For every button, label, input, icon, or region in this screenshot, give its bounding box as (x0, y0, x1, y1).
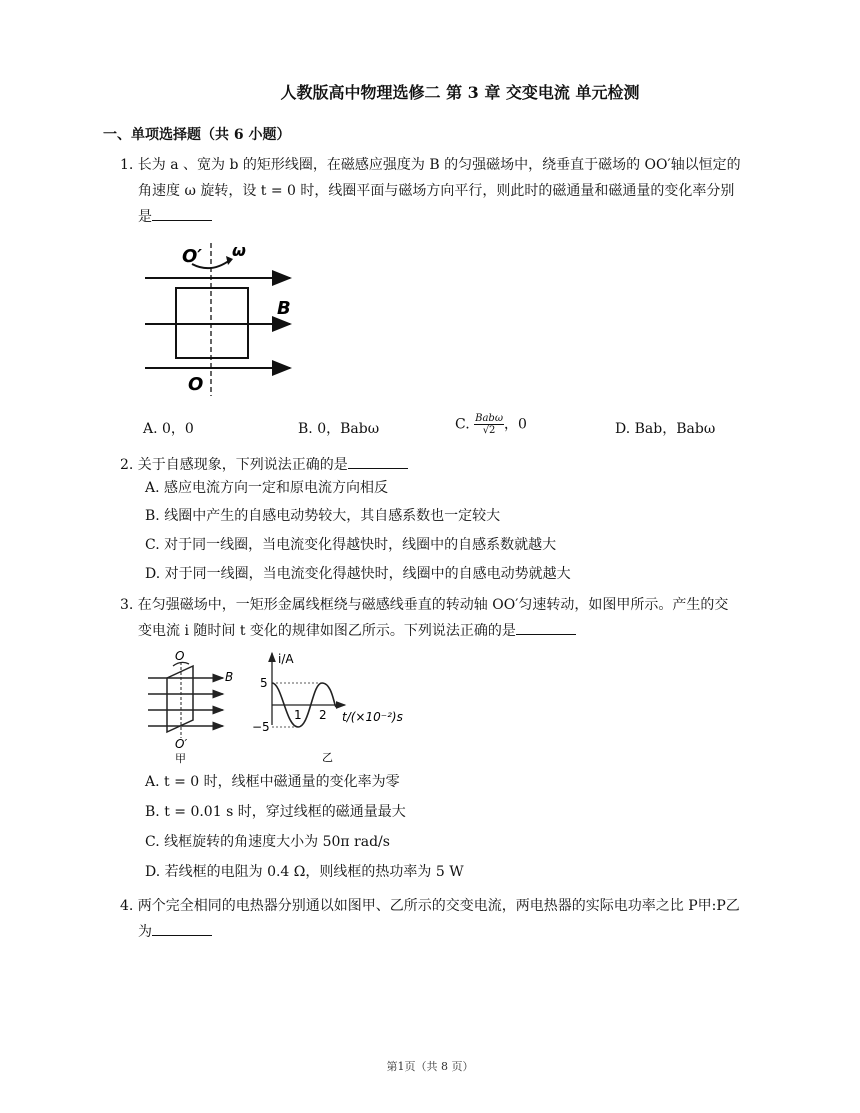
svg-text:O: O (175, 649, 185, 663)
question-3-line2: 变电流 i 随时间 t 变化的规律如图乙所示。下列说法正确的是 (120, 618, 770, 644)
q1-option-d: D. Bab，Babω (615, 421, 716, 437)
label-b: B (277, 298, 291, 319)
answer-blank (348, 454, 408, 469)
q3-option-d: D. 若线框的电阻为 0.4 Ω，则线框的热功率为 5 W (145, 864, 464, 880)
q1-option-b: B. 0，Babω (298, 421, 380, 437)
q1-option-a: A. 0，0 (143, 421, 194, 437)
svg-text:i/A: i/A (278, 652, 294, 666)
question-2 (120, 452, 770, 478)
question-4-line1: 4. 两个完全相同的电热器分别通以如图甲、乙所示的交变电流，两电热器的实际电功率之比 P甲:P乙 (120, 898, 740, 914)
question-1-line1: 1. 长为 a 、宽为 b 的矩形线圈，在磁感应强度为 B 的匀强磁场中，绕垂直于磁场的 OO′轴以恒定的 (120, 157, 741, 173)
svg-text:5: 5 (260, 676, 268, 690)
answer-blank (152, 921, 212, 936)
q3-option-a: A. t = 0 时，线框中磁通量的变化率为零 (145, 774, 400, 790)
q2-option-d: D. 对于同一线圈，当电流变化得越快时，线圈中的自感电动势就越大 (145, 566, 571, 582)
question-3-line1: 3. 在匀强磁场中，一矩形金属线框绕与磁感线垂直的转动轴 OO′匀速转动，如图甲所示。产生的交 (120, 597, 729, 613)
q2-option-c: C. 对于同一线圈，当电流变化得越快时，线圈中的自感系数就越大 (145, 537, 557, 553)
svg-text:B: B (225, 670, 234, 684)
fraction: $\frac{\text{Babω}}{√2}$ (475, 413, 503, 436)
svg-text:甲: 甲 (175, 752, 186, 765)
question-2-stem: 2. 关于自感现象，下列说法正确的是 (120, 452, 770, 478)
q3-option-c: C. 线框旋转的角速度大小为 50π rad/s (145, 834, 390, 850)
label-o: O (188, 374, 204, 395)
svg-text:O′: O′ (175, 737, 188, 751)
q1-option-c: C. $\frac{\text{Babω}}{√2}$ ，0 (455, 413, 527, 436)
question-1-line2: 角速度 ω 旋转，设 t = 0 时，线圈平面与磁场方向平行，则此时的磁通量和磁通量的变化率分别 (138, 183, 735, 199)
q2-option-a: A. 感应电流方向一定和原电流方向相反 (145, 480, 389, 496)
question-1-line3: 是 (120, 204, 770, 230)
svg-text:2: 2 (319, 708, 327, 722)
svg-text:乙: 乙 (322, 751, 333, 764)
svg-text:−5: −5 (252, 720, 270, 734)
q3-figure-jia (145, 648, 245, 766)
svg-text:1: 1 (294, 708, 302, 722)
answer-blank (152, 206, 212, 221)
q2-option-b: B. 线圈中产生的自感电动势较大，其自感系数也一定较大 (145, 508, 501, 524)
svg-text:t/(×10⁻²)s: t/(×10⁻²)s (342, 710, 403, 724)
q3-figure-yi (250, 645, 420, 767)
answer-blank (516, 620, 576, 635)
section-heading: 一、单项选择题（共 6 小题） (103, 127, 291, 143)
question-3 (120, 592, 770, 644)
question-4-line2: 为 (120, 919, 770, 945)
page-footer: 第1页（共 8 页） (386, 1060, 474, 1073)
q3-option-b: B. t = 0.01 s 时，穿过线框的磁通量最大 (145, 804, 406, 820)
label-o-prime: O′ (182, 246, 203, 267)
wire-frame (167, 666, 193, 732)
label-omega: ω (232, 241, 246, 260)
question-4 (120, 893, 770, 945)
q1-figure (140, 238, 300, 398)
page-title: 人教版高中物理选修二 第 3 章 交变电流 单元检测 (280, 83, 640, 102)
question-1 (120, 152, 770, 230)
